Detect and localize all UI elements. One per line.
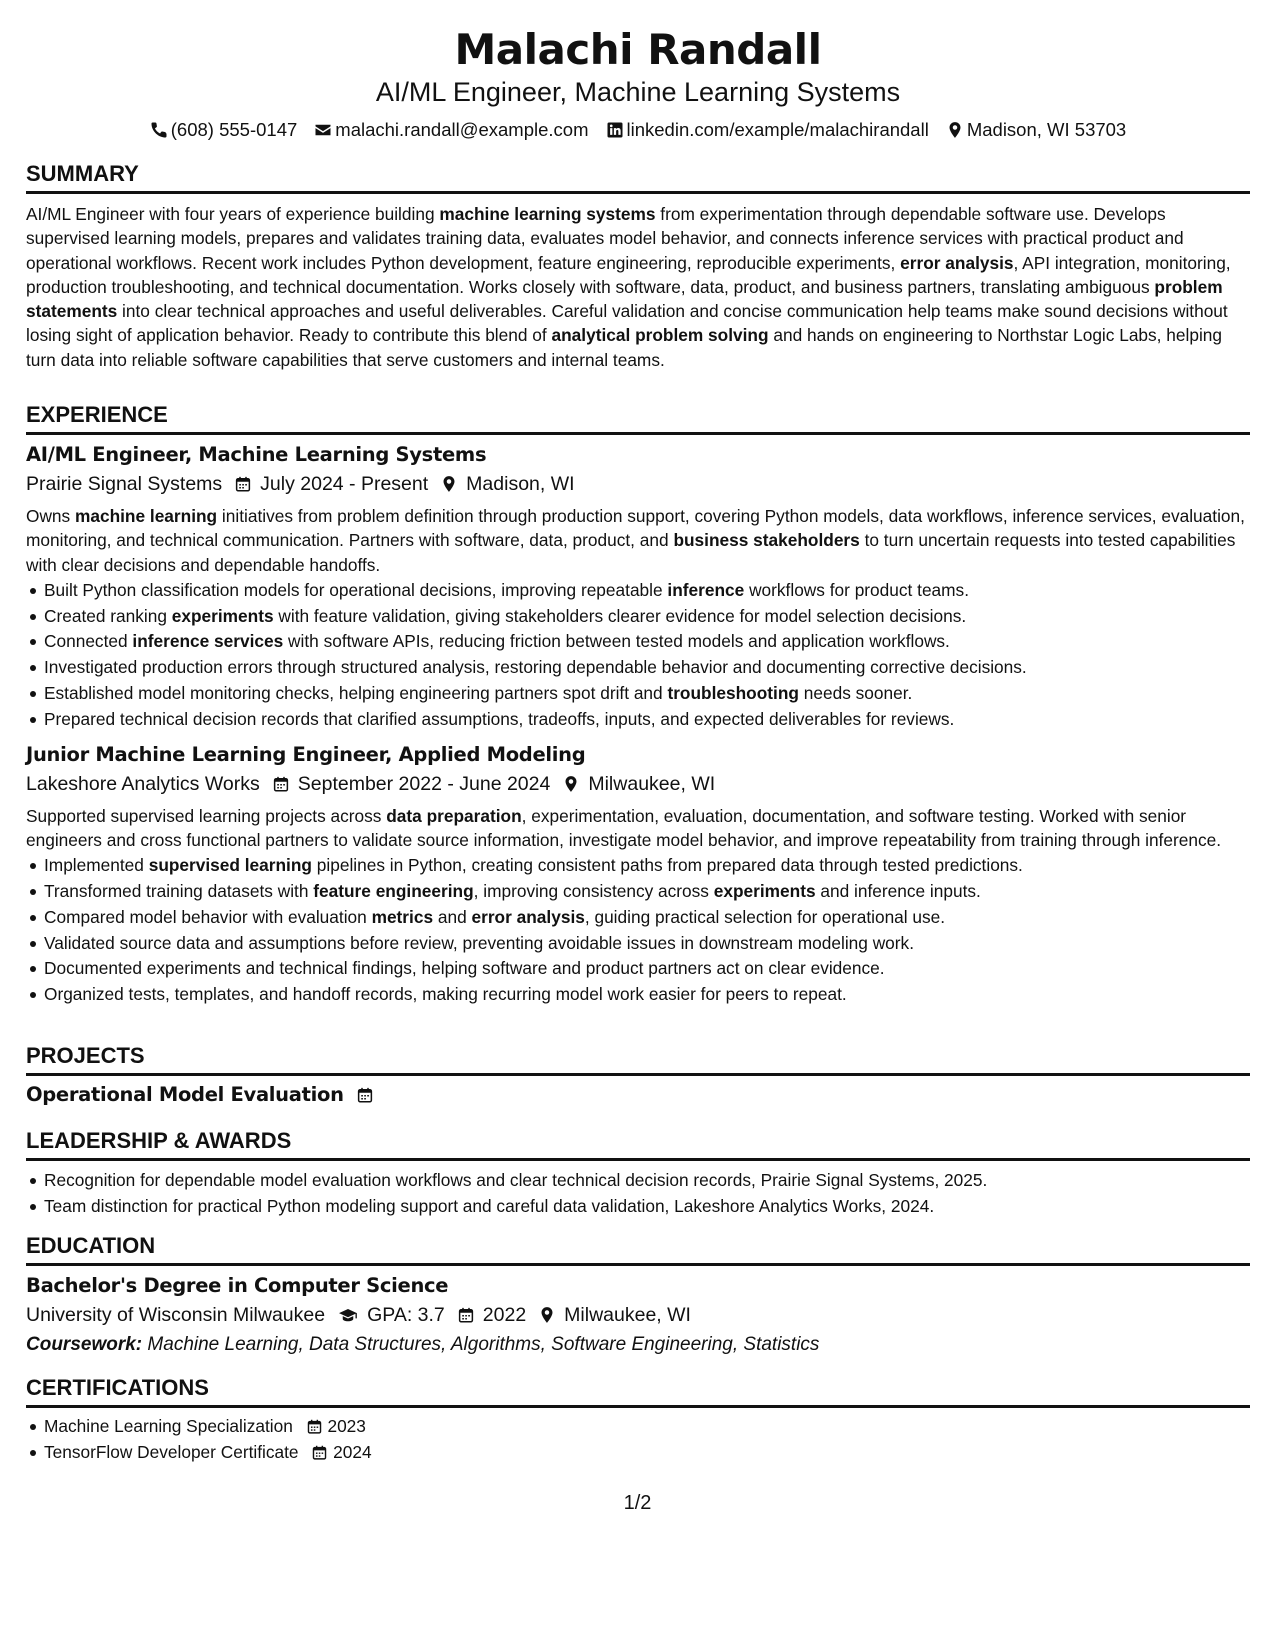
contact-phone[interactable] <box>150 118 298 142</box>
text-run: and <box>433 906 472 927</box>
section-title-leadership: LEADERSHIP & AWARDS <box>26 1128 1250 1161</box>
bold-keyword: business stakeholders <box>673 530 860 551</box>
bold-keyword: feature engineering <box>313 881 474 902</box>
job-dates: September 2022 - June 2024 <box>297 772 551 795</box>
text-run: workflows for product teams. <box>744 579 969 600</box>
text-run: Validated source data and assumptions before review, preventing avoidable issues in downstream modeling work. <box>44 932 914 953</box>
location-pin-icon <box>562 775 580 793</box>
project-entry <box>26 1082 1250 1108</box>
job-company: Prairie Signal Systems <box>26 473 223 495</box>
job-entry <box>26 742 1250 1008</box>
award-item: Recognition for dependable model evaluation workflows and clear technical decision records, Prairie Signal Systems, 2025. <box>44 1168 1250 1194</box>
text-run: , improving consistency across <box>473 881 714 902</box>
linkedin-icon <box>606 121 624 139</box>
calendar-icon <box>356 1086 374 1104</box>
job-meta <box>26 770 1250 798</box>
bullet-item <box>44 879 1250 905</box>
bullet-item <box>44 681 1250 707</box>
coursework-list: Machine Learning, Data Structures, Algorithms, Software Engineering, Statistics <box>147 1334 820 1355</box>
bullet-item <box>44 655 1250 681</box>
resume-header <box>26 25 1250 142</box>
bold-keyword: inference <box>667 579 745 600</box>
certification-name: Machine Learning Specialization <box>44 1416 293 1436</box>
bold-keyword: problem statements <box>26 276 1223 322</box>
gpa: GPA: 3.7 <box>367 1304 445 1326</box>
summary-text <box>26 202 1250 372</box>
bold-keyword: experiments <box>713 881 816 902</box>
experience-section <box>26 402 1250 1008</box>
certification-item <box>44 1440 1250 1466</box>
bullet-item <box>44 604 1250 630</box>
text-run: Implemented <box>44 855 149 876</box>
bold-keyword: machine learning <box>74 506 218 526</box>
text-run: Transformed training datasets with <box>44 881 314 902</box>
section-title-projects: PROJECTS <box>26 1043 1250 1076</box>
bold-keyword: inference services <box>132 631 284 652</box>
contact-linkedin-text: linkedin.com/example/malachirandall <box>626 119 929 140</box>
section-title-education: EDUCATION <box>26 1233 1250 1266</box>
bold-keyword: supervised learning <box>148 855 312 876</box>
candidate-name: Malachi Randall <box>454 25 822 74</box>
coursework-label: Coursework: <box>26 1334 143 1355</box>
text-run: AI/ML Engineer with four years of experience building <box>26 204 440 224</box>
bold-keyword: error analysis <box>900 252 1014 273</box>
school-name: University of Wisconsin Milwaukee <box>26 1304 326 1326</box>
calendar-icon <box>272 775 290 793</box>
calendar-icon <box>306 1418 323 1435</box>
projects-section <box>26 1043 1250 1108</box>
bold-keyword: troubleshooting <box>667 683 799 704</box>
resume-page <box>26 0 1250 1462</box>
text-run: , experimentation, evaluation, documentation, and software testing. Worked with senior engineers and cross functional partners to validate source information, investigate model behavior, and improve repeatability from training through inference. <box>26 805 1221 850</box>
certification-item <box>44 1414 1250 1440</box>
section-title-certifications: CERTIFICATIONS <box>26 1375 1250 1408</box>
text-run: Created ranking <box>44 605 172 626</box>
bold-keyword: data preparation <box>386 805 522 826</box>
envelope-icon <box>314 121 332 139</box>
text-run: Documented experiments and technical findings, helping software and product partners act on clear evidence. <box>44 958 885 979</box>
bullet-item <box>44 629 1250 655</box>
certification-year: 2024 <box>333 1441 372 1462</box>
project-name: Operational Model Evaluation <box>26 1083 344 1106</box>
text-run: Connected <box>44 631 133 652</box>
bold-keyword: metrics <box>371 906 434 927</box>
job-dates: July 2024 - Present <box>260 473 429 495</box>
bullet-item <box>44 707 1250 733</box>
job-entry <box>26 442 1250 733</box>
section-title-experience: EXPERIENCE <box>26 402 1250 435</box>
location-pin-icon <box>538 1306 556 1324</box>
bullet-item <box>44 956 1250 982</box>
text-run: from experimentation through dependable software use. Develops supervised learning models, prepares and validates training data, evaluates model behavior, and connects inference services with practical product and operational workflows. Recent work includes Python development, feature engineering, reproducible experiments, <box>26 204 1184 273</box>
location-pin-icon <box>440 475 458 493</box>
contact-location <box>946 118 1126 142</box>
text-run: to turn uncertain requests into tested capabilities with clear decisions and dependable handoffs. <box>26 530 1236 575</box>
text-run: Organized tests, templates, and handoff records, making recurring model work easier for peers to repeat. <box>44 984 847 1005</box>
page-number: 1/2 <box>623 1492 652 1514</box>
bullet-item <box>44 931 1250 957</box>
text-run: into clear technical approaches and useful deliverables. Careful validation and concise communication help teams make sound decisions without losing sight of application behavior. Ready to contribute this blend of <box>26 301 1228 346</box>
text-run: Owns <box>26 506 75 526</box>
calendar-icon <box>311 1444 328 1461</box>
summary-section <box>26 161 1250 372</box>
coursework <box>26 1331 1250 1359</box>
award-item: Team distinction for practical Python modeling support and careful data validation, Lakeshore Analytics Works, 2024. <box>44 1194 1250 1220</box>
bold-keyword: analytical problem solving <box>551 325 769 346</box>
candidate-headline: AI/ML Engineer, Machine Learning Systems <box>375 77 901 107</box>
graduation-year: 2022 <box>482 1304 527 1326</box>
text-run: Established model monitoring checks, helping engineering partners spot drift and <box>44 683 668 704</box>
text-run: with feature validation, giving stakeholders clearer evidence for model selection decisions. <box>273 605 967 626</box>
text-run: with software APIs, reducing friction between tested models and application workflows. <box>283 631 950 652</box>
job-title: Junior Machine Learning Engineer, Applied Modeling <box>26 742 586 766</box>
degree-title: Bachelor's Degree in Computer Science <box>26 1274 449 1297</box>
education-section <box>26 1233 1250 1359</box>
certifications-section <box>26 1375 1250 1466</box>
contact-linkedin[interactable] <box>606 118 929 142</box>
text-run: Investigated production errors through structured analysis, restoring dependable behavior and documenting corrective decisions. <box>44 657 1027 678</box>
text-run: needs sooner. <box>798 683 913 704</box>
school-location: Milwaukee, WI <box>564 1304 691 1326</box>
bold-keyword: machine learning systems <box>439 204 656 224</box>
contact-bar <box>26 118 1250 142</box>
job-location: Madison, WI <box>466 473 575 495</box>
contact-location-text: Madison, WI 53703 <box>966 119 1127 140</box>
bullet-item <box>44 905 1250 931</box>
text-run: and inference inputs. <box>815 881 981 902</box>
certifications-list <box>26 1414 1250 1466</box>
contact-phone-text: (608) 555-0147 <box>170 119 298 140</box>
job-bullets <box>26 853 1250 1008</box>
leadership-section <box>26 1128 1250 1220</box>
text-run: , guiding practical selection for operational use. <box>584 906 946 927</box>
text-run: and hands on engineering to Northstar Logic Labs, helping turn data into reliable software capabilities that serve customers and internal teams. <box>26 325 1223 370</box>
calendar-icon <box>234 475 252 493</box>
graduation-cap-icon <box>337 1306 359 1324</box>
education-meta <box>26 1301 1250 1329</box>
text-run: initiatives from problem definition through production support, covering Python models, data workflows, inference services, evaluation, monitoring, and technical communication. Partners with software, data, product, and <box>26 506 1245 551</box>
text-run: pipelines in Python, creating consistent paths from prepared data through tested predictions. <box>311 855 1023 876</box>
text-run: , API integration, monitoring, production troubleshooting, and technical documentation. Works closely with software, data, product, and business partners, translating ambiguous <box>26 252 1231 297</box>
contact-email-text: malachi.randall@example.com <box>335 119 589 140</box>
text-run: Built Python classification models for operational decisions, improving repeatable <box>44 579 668 600</box>
section-title-summary: SUMMARY <box>26 161 1250 194</box>
job-company: Lakeshore Analytics Works <box>26 772 260 795</box>
bold-keyword: error analysis <box>471 906 585 927</box>
job-bullets <box>26 578 1250 733</box>
awards-list <box>26 1168 1250 1220</box>
bullet-item <box>44 578 1250 604</box>
location-pin-icon <box>946 121 964 139</box>
job-location: Milwaukee, WI <box>588 772 716 795</box>
bullet-item <box>44 853 1250 879</box>
job-title: AI/ML Engineer, Machine Learning Systems <box>26 443 487 466</box>
text-run: Compared model behavior with evaluation <box>44 906 372 927</box>
calendar-icon <box>457 1306 475 1324</box>
certification-name: TensorFlow Developer Certificate <box>44 1441 299 1462</box>
contact-email[interactable] <box>314 118 588 142</box>
text-run: Prepared technical decision records that clarified assumptions, tradeoffs, inputs, and expected deliverables for reviews. <box>44 708 955 729</box>
job-description <box>26 804 1250 853</box>
bullet-item <box>44 982 1250 1008</box>
phone-icon <box>150 121 168 139</box>
text-run: Supported supervised learning projects across <box>26 805 387 826</box>
certification-year: 2023 <box>327 1416 366 1436</box>
bold-keyword: experiments <box>171 605 274 626</box>
job-meta <box>26 470 1250 498</box>
job-description <box>26 504 1250 577</box>
